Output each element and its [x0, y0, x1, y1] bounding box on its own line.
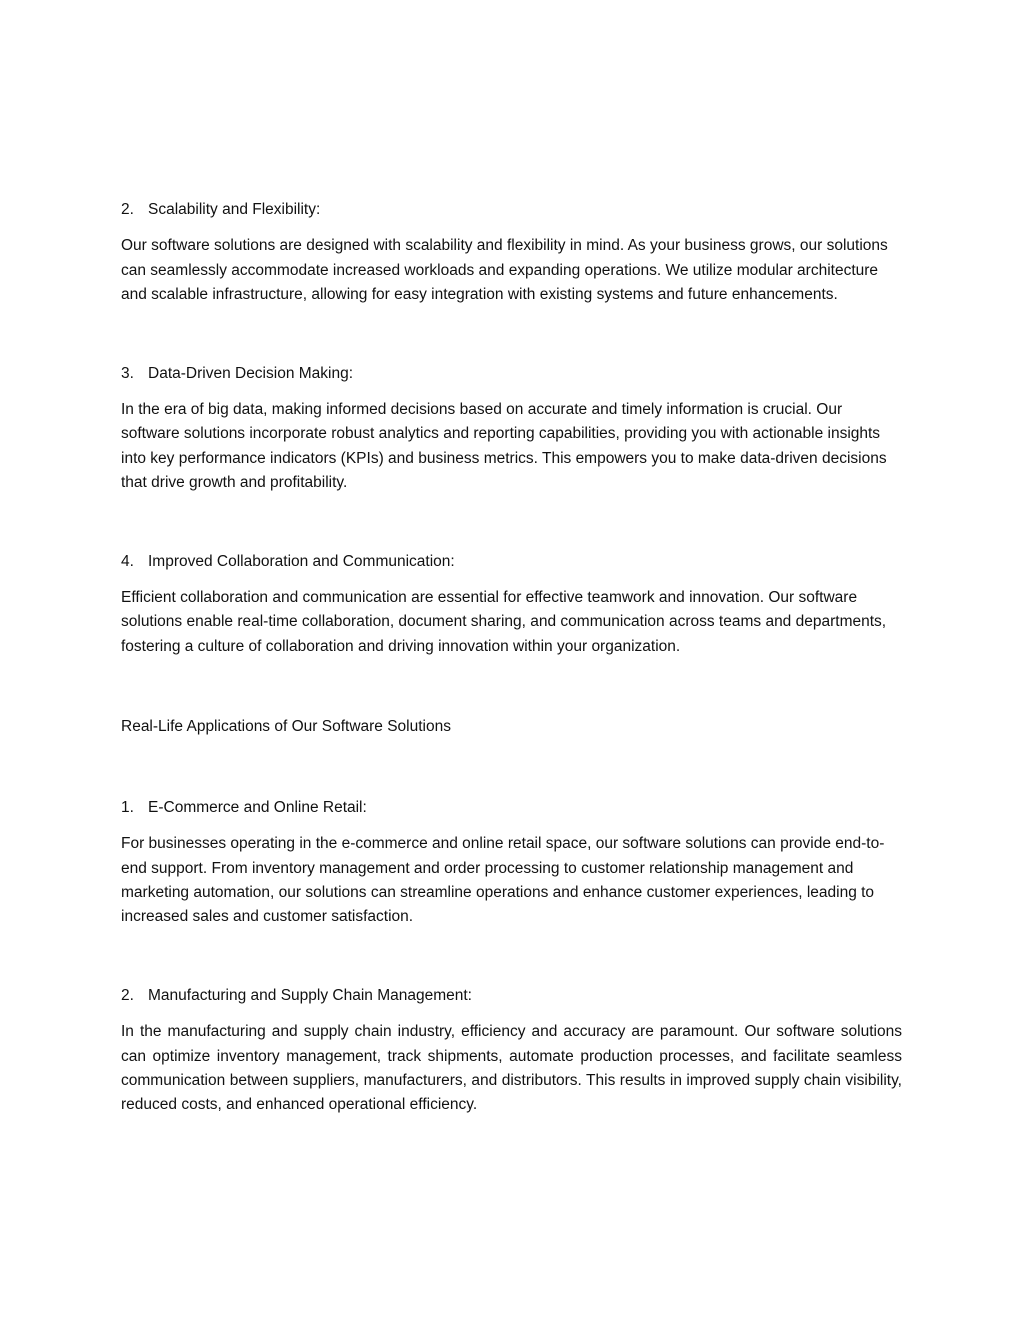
- section-paragraph-collaboration: Efficient collaboration and communication are essential for effective teamwork and innovation. Our software solutions enable real-time collaboration, document sharing, and communication across teams and departments, fostering a culture of collaboration and driving innovation within your organization.: [121, 589, 887, 655]
- section-paragraph-scalability: Our software solutions are designed with scalability and flexibility in mind. As your business grows, our solutions can seamlessly accommodate increased workloads and expanding operations. We utilize modular architecture and scalable infrastructure, allowing for easy integration with existing systems and future enhancements.: [121, 237, 888, 304]
- applications-heading: Real-Life Applications of Our Software Solutions: [121, 718, 451, 736]
- section-title: Improved Collaboration and Communication:: [148, 552, 455, 570]
- application-paragraph-ecommerce: For businesses operating in the e-commerce and online retail space, our software solutions can provide end-to-end support. From inventory management and order processing to customer relationship management and marketing automation, our solutions can streamline operations and enhance customer experiences, leading to increased sales and customer satisfaction.: [121, 835, 885, 926]
- document-page: [121, 198, 902, 1118]
- section-title: Data-Driven Decision Making:: [148, 364, 354, 382]
- application-heading-manufacturing: [121, 984, 902, 1008]
- application-number: 1.: [121, 798, 134, 816]
- spacer: [121, 496, 902, 550]
- spacer: [121, 740, 902, 796]
- spacer: [121, 308, 902, 362]
- spacer: [121, 659, 902, 715]
- section-title: Scalability and Flexibility:: [148, 201, 321, 218]
- application-title: Manufacturing and Supply Chain Management:: [148, 986, 472, 1004]
- section-number: 4.: [121, 552, 134, 570]
- application-paragraph-manufacturing: In the manufacturing and supply chain industry, efficiency and accuracy are paramount. Our software solutions can optimize inventory management, track shipments, automate production processes, and facilitate seamless communication between suppliers, manufacturers, and distributors. This results in improved supply chain visibility, reduced costs, and enhanced operational efficiency.: [121, 1023, 902, 1114]
- section-paragraph-data-driven: In the era of big data, making informed decisions based on accurate and timely information is crucial. Our software solutions incorporate robust analytics and reporting capabilities, providing you with actionable insights into key performance indicators (KPIs) and business metrics. This empowers you to make data-driven decisions that drive growth and profitability.: [121, 401, 887, 492]
- spacer: [121, 930, 902, 984]
- application-number: 2.: [121, 986, 134, 1004]
- section-number: 2.: [121, 201, 134, 218]
- section-heading-data-driven: [121, 362, 902, 386]
- application-title: E-Commerce and Online Retail:: [148, 798, 367, 816]
- application-heading-ecommerce: [121, 796, 902, 820]
- section-number: 3.: [121, 364, 134, 382]
- section-heading-scalability: [121, 198, 902, 222]
- section-heading-collaboration: [121, 550, 902, 574]
